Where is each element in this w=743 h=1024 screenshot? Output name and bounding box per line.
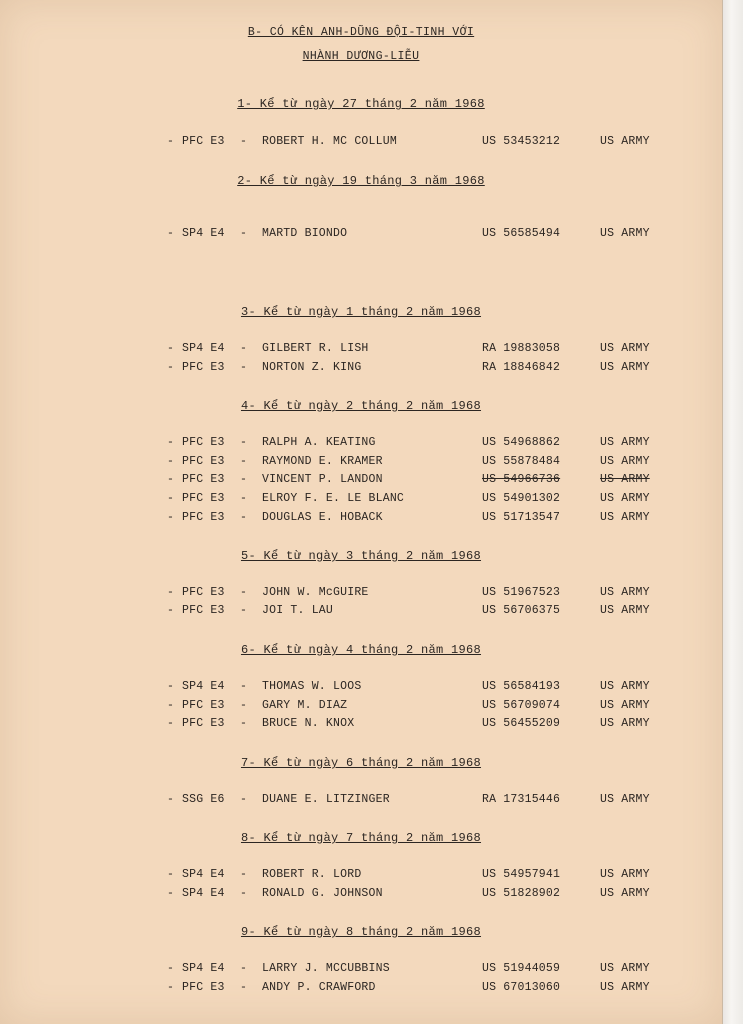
page-edge: [722, 0, 743, 1024]
section-heading: [0, 549, 722, 563]
rank-grade: PFC E3: [182, 455, 225, 468]
row-dash: -: [167, 981, 175, 994]
row-dash: -: [167, 436, 175, 449]
row-dash: -: [167, 604, 175, 617]
rank-grade: PFC E3: [182, 492, 225, 505]
section-date-label: 1- Kể từ ngày 27 tháng 2 năm 1968: [237, 97, 485, 111]
personnel-row: [0, 680, 722, 696]
serial-number: RA 19883058: [482, 342, 561, 355]
service-branch: US ARMY: [600, 511, 650, 524]
service-branch: US ARMY: [600, 227, 650, 240]
service-branch: US ARMY: [600, 717, 650, 730]
soldier-name: THOMAS W. LOOS: [262, 680, 362, 693]
serial-number: US 56706375: [482, 604, 561, 617]
service-branch: US ARMY: [600, 473, 650, 486]
row-dash: -: [167, 962, 175, 975]
serial-number: US 54966736: [482, 473, 561, 486]
serial-number: US 56584193: [482, 680, 561, 693]
serial-number: US 54957941: [482, 868, 561, 881]
soldier-name: ELROY F. E. LE BLANC: [262, 492, 405, 505]
section-date-label: 3- Kể từ ngày 1 tháng 2 năm 1968: [240, 305, 482, 319]
service-branch: US ARMY: [600, 604, 650, 617]
serial-number: US 51944059: [482, 962, 561, 975]
personnel-row: [0, 492, 722, 508]
row-dash: -: [240, 717, 248, 730]
row-dash: -: [240, 868, 248, 881]
soldier-name: RONALD G. JOHNSON: [262, 887, 383, 900]
rank-grade: SP4 E4: [182, 342, 225, 355]
row-dash: -: [167, 868, 175, 881]
row-dash: -: [240, 604, 248, 617]
row-dash: -: [167, 699, 175, 712]
soldier-name: NORTON Z. KING: [262, 361, 362, 374]
service-branch: US ARMY: [600, 135, 650, 148]
soldier-name: ROBERT H. MC COLLUM: [262, 135, 397, 148]
service-branch: US ARMY: [600, 436, 650, 449]
soldier-name: LARRY J. MCCUBBINS: [262, 962, 390, 975]
soldier-name: BRUCE N. KNOX: [262, 717, 355, 730]
soldier-name: RALPH A. KEATING: [262, 436, 376, 449]
row-dash: -: [167, 135, 175, 148]
rank-grade: PFC E3: [182, 511, 225, 524]
soldier-name: GARY M. DIAZ: [262, 699, 348, 712]
rank-grade: PFC E3: [182, 586, 225, 599]
service-branch: US ARMY: [600, 455, 650, 468]
rank-grade: SP4 E4: [182, 887, 225, 900]
row-dash: -: [240, 227, 248, 240]
row-dash: -: [240, 342, 248, 355]
section-heading: [0, 399, 722, 413]
serial-number: US 54968862: [482, 436, 561, 449]
personnel-row: [0, 473, 722, 489]
serial-number: RA 18846842: [482, 361, 561, 374]
soldier-name: DOUGLAS E. HOBACK: [262, 511, 383, 524]
personnel-row: [0, 361, 722, 377]
personnel-row: [0, 436, 722, 452]
document-subheading: [0, 50, 722, 63]
soldier-name: RAYMOND E. KRAMER: [262, 455, 383, 468]
personnel-row: [0, 717, 722, 733]
personnel-row: [0, 342, 722, 358]
row-dash: -: [240, 492, 248, 505]
serial-number: US 51967523: [482, 586, 561, 599]
row-dash: -: [240, 436, 248, 449]
rank-grade: PFC E3: [182, 135, 225, 148]
soldier-name: JOI T. LAU: [262, 604, 334, 617]
section-heading: [0, 831, 722, 845]
row-dash: -: [240, 455, 248, 468]
section-date-label: 5- Kể từ ngày 3 tháng 2 năm 1968: [240, 549, 482, 563]
section-heading: [0, 174, 722, 188]
row-dash: -: [240, 793, 248, 806]
row-dash: -: [167, 455, 175, 468]
personnel-row: [0, 455, 722, 471]
row-dash: -: [167, 586, 175, 599]
row-dash: -: [167, 680, 175, 693]
section-date-label: 4- Kể từ ngày 2 tháng 2 năm 1968: [240, 399, 482, 413]
serial-number: US 53453212: [482, 135, 561, 148]
section-date-label: 8- Kể từ ngày 7 tháng 2 năm 1968: [240, 831, 482, 845]
section-heading: [0, 756, 722, 770]
service-branch: US ARMY: [600, 680, 650, 693]
personnel-row: [0, 511, 722, 527]
row-dash: -: [167, 717, 175, 730]
personnel-row: [0, 793, 722, 809]
row-dash: -: [240, 887, 248, 900]
soldier-name: JOHN W. McGUIRE: [262, 586, 369, 599]
section-heading: [0, 305, 722, 319]
personnel-row: [0, 887, 722, 903]
row-dash: -: [240, 699, 248, 712]
serial-number: RA 17315446: [482, 793, 561, 806]
section-heading: [0, 925, 722, 939]
row-dash: -: [240, 680, 248, 693]
rank-grade: PFC E3: [182, 361, 225, 374]
rank-grade: PFC E3: [182, 473, 225, 486]
rank-grade: SP4 E4: [182, 680, 225, 693]
section-date-label: 6- Kể từ ngày 4 tháng 2 năm 1968: [240, 643, 482, 657]
soldier-name: ANDY P. CRAWFORD: [262, 981, 376, 994]
row-dash: -: [167, 887, 175, 900]
row-dash: -: [167, 511, 175, 524]
serial-number: US 54901302: [482, 492, 561, 505]
row-dash: -: [240, 135, 248, 148]
row-dash: -: [167, 227, 175, 240]
service-branch: US ARMY: [600, 342, 650, 355]
document-heading: [0, 26, 722, 39]
rank-grade: SP4 E4: [182, 868, 225, 881]
section-date-label: 2- Kể từ ngày 19 tháng 3 năm 1968: [237, 174, 485, 188]
service-branch: US ARMY: [600, 586, 650, 599]
personnel-row: [0, 962, 722, 978]
row-dash: -: [167, 473, 175, 486]
row-dash: -: [240, 981, 248, 994]
row-dash: -: [240, 586, 248, 599]
row-dash: -: [167, 361, 175, 374]
row-dash: -: [240, 962, 248, 975]
soldier-name: MARTD BIONDO: [262, 227, 348, 240]
soldier-name: GILBERT R. LISH: [262, 342, 369, 355]
rank-grade: PFC E3: [182, 436, 225, 449]
heading-line-2: NHÀNH DƯƠNG-LIỄU: [302, 50, 420, 63]
soldier-name: ROBERT R. LORD: [262, 868, 362, 881]
serial-number: US 56585494: [482, 227, 561, 240]
rank-grade: PFC E3: [182, 604, 225, 617]
serial-number: US 51828902: [482, 887, 561, 900]
row-dash: -: [240, 473, 248, 486]
rank-grade: PFC E3: [182, 699, 225, 712]
rank-grade: SP4 E4: [182, 227, 225, 240]
soldier-name: DUANE E. LITZINGER: [262, 793, 390, 806]
service-branch: US ARMY: [600, 962, 650, 975]
section-heading: [0, 97, 722, 111]
service-branch: US ARMY: [600, 887, 650, 900]
personnel-row: [0, 586, 722, 602]
row-dash: -: [167, 492, 175, 505]
personnel-row: [0, 868, 722, 884]
service-branch: US ARMY: [600, 981, 650, 994]
serial-number: US 67013060: [482, 981, 561, 994]
section-date-label: 7- Kể từ ngày 6 tháng 2 năm 1968: [240, 756, 482, 770]
row-dash: -: [240, 511, 248, 524]
rank-grade: PFC E3: [182, 981, 225, 994]
service-branch: US ARMY: [600, 361, 650, 374]
personnel-row: [0, 135, 722, 151]
serial-number: US 51713547: [482, 511, 561, 524]
row-dash: -: [167, 793, 175, 806]
serial-number: US 56709074: [482, 699, 561, 712]
service-branch: US ARMY: [600, 699, 650, 712]
section-date-label: 9- Kể từ ngày 8 tháng 2 năm 1968: [240, 925, 482, 939]
personnel-row: [0, 699, 722, 715]
service-branch: US ARMY: [600, 492, 650, 505]
serial-number: US 55878484: [482, 455, 561, 468]
personnel-row: [0, 604, 722, 620]
rank-grade: SP4 E4: [182, 962, 225, 975]
personnel-row: [0, 227, 722, 243]
row-dash: -: [240, 361, 248, 374]
heading-line-1: B- CÓ KÊN ANH-DŨNG ĐỘI-TINH VỚI: [247, 26, 475, 39]
serial-number: US 56455209: [482, 717, 561, 730]
personnel-row: [0, 981, 722, 997]
service-branch: US ARMY: [600, 793, 650, 806]
section-heading: [0, 643, 722, 657]
service-branch: US ARMY: [600, 868, 650, 881]
row-dash: -: [167, 342, 175, 355]
rank-grade: SSG E6: [182, 793, 225, 806]
rank-grade: PFC E3: [182, 717, 225, 730]
soldier-name: VINCENT P. LANDON: [262, 473, 383, 486]
